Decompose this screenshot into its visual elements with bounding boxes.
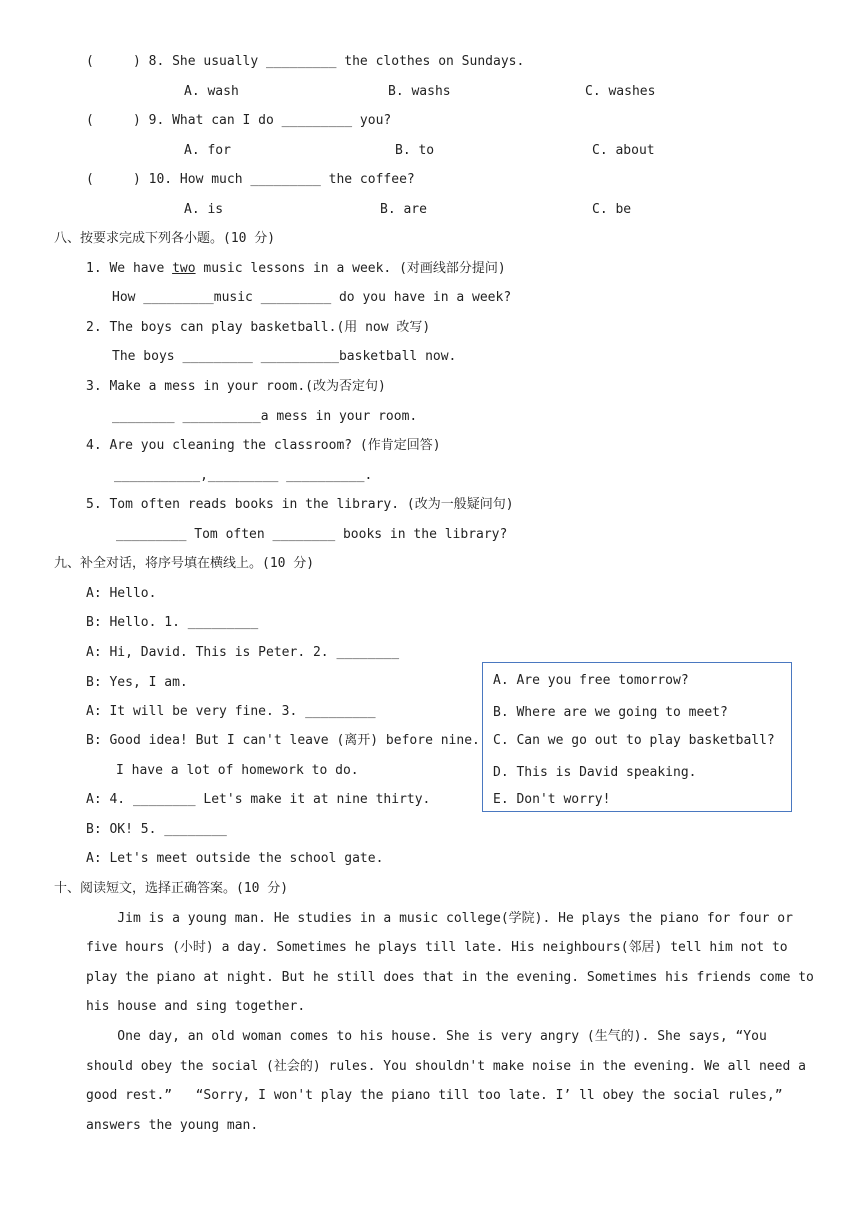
sec8-question-3: 3. Make a mess in your room.(改为否定句) [86,379,386,394]
dialogue-line: A: Let's meet outside the school gate. [86,851,384,866]
passage-line: One day, an old woman comes to his house. She is very angry (生气的). She says, “You [86,1029,767,1044]
question-10-option-b: B. are [380,202,427,217]
section-8-title: 八、按要求完成下列各小题。(10 分) [54,231,276,246]
dialogue-line: A: It will be very fine. 3. _________ [86,704,376,719]
sec8-answer-line-1: How _________music _________ do you have in a week? [112,290,512,305]
dialogue-line: B: Yes, I am. [86,675,188,690]
option-d: D. This is David speaking. [493,765,697,780]
option-c: C. Can we go out to play basketball? [493,733,775,748]
sec8-answer-line-2: The boys _________ __________basketball now. [112,349,457,364]
question-8-stem: ( ) 8. She usually _________ the clothes on Sundays. [86,54,525,69]
sec8-q1-pre: 1. We have [86,261,173,276]
passage-line: should obey the social (社会的) rules. You shouldn't make noise in the evening. We all need a [86,1059,806,1074]
question-9-option-c: C. about [592,143,655,158]
sec8-answer-line-5: _________ Tom often ________ books in the library? [116,527,508,542]
sec8-question-5: 5. Tom often reads books in the library. (改为一般疑问句) [86,497,514,512]
passage-line: Jim is a young man. He studies in a music college(学院). He plays the piano for four or [86,911,793,926]
passage-line: five hours (小时) a day. Sometimes he plays till late. His neighbours(邻居) tell him not to [86,940,788,955]
sec8-q1-underlined-word: two [172,261,196,276]
sec8-q1-post: music lessons in a week. (对画线部分提问) [195,261,506,276]
option-e: E. Don't worry! [493,792,611,807]
sec8-answer-line-3: ________ __________a mess in your room. [112,409,418,424]
passage-line: answers the young man. [86,1118,259,1133]
passage-line: his house and sing together. [86,999,306,1014]
sec8-answer-line-4: ___________,_________ __________. [114,468,373,483]
question-8-option-a: A. wash [184,84,239,99]
question-9-stem: ( ) 9. What can I do _________ you? [86,113,392,128]
question-10-option-a: A. is [184,202,224,217]
sec8-question-2: 2. The boys can play basketball.(用 now 改写) [86,320,431,335]
dialogue-line: I have a lot of homework to do. [116,763,359,778]
dialogue-line: B: Hello. 1. _________ [86,615,259,630]
passage-line: good rest.” “Sorry, I won't play the piano till too late. I’ ll obey the social rules,” [86,1088,783,1103]
question-9-option-a: A. for [184,143,231,158]
dialogue-line: B: Good idea! But I can't leave (离开) before nine. [86,733,480,748]
sec8-question-1 [86,260,506,278]
passage-line: play the piano at night. But he still does that in the evening. Sometimes his friends come to [86,970,814,985]
question-9-option-b: B. to [395,143,435,158]
dialogue-line: B: OK! 5. ________ [86,822,227,837]
dialogue-line: A: 4. ________ Let's make it at nine thirty. [86,792,431,807]
section-9-title: 九、补全对话，将序号填在横线上。(10 分) [54,556,315,571]
dialogue-line: A: Hi, David. This is Peter. 2. ________ [86,645,400,660]
dialogue-line: A: Hello. [86,586,157,601]
option-b: B. Where are we going to meet? [493,705,728,720]
question-8-option-b: B. washs [388,84,451,99]
option-a: A. Are you free tomorrow? [493,673,689,688]
section-10-title: 十、阅读短文，选择正确答案。(10 分) [54,881,289,896]
sec8-question-4: 4. Are you cleaning the classroom? (作肯定回答) [86,438,441,453]
question-10-stem: ( ) 10. How much _________ the coffee? [86,172,415,187]
question-8-option-c: C. washes [585,84,656,99]
question-10-option-c: C. be [592,202,632,217]
options-box [482,662,792,812]
